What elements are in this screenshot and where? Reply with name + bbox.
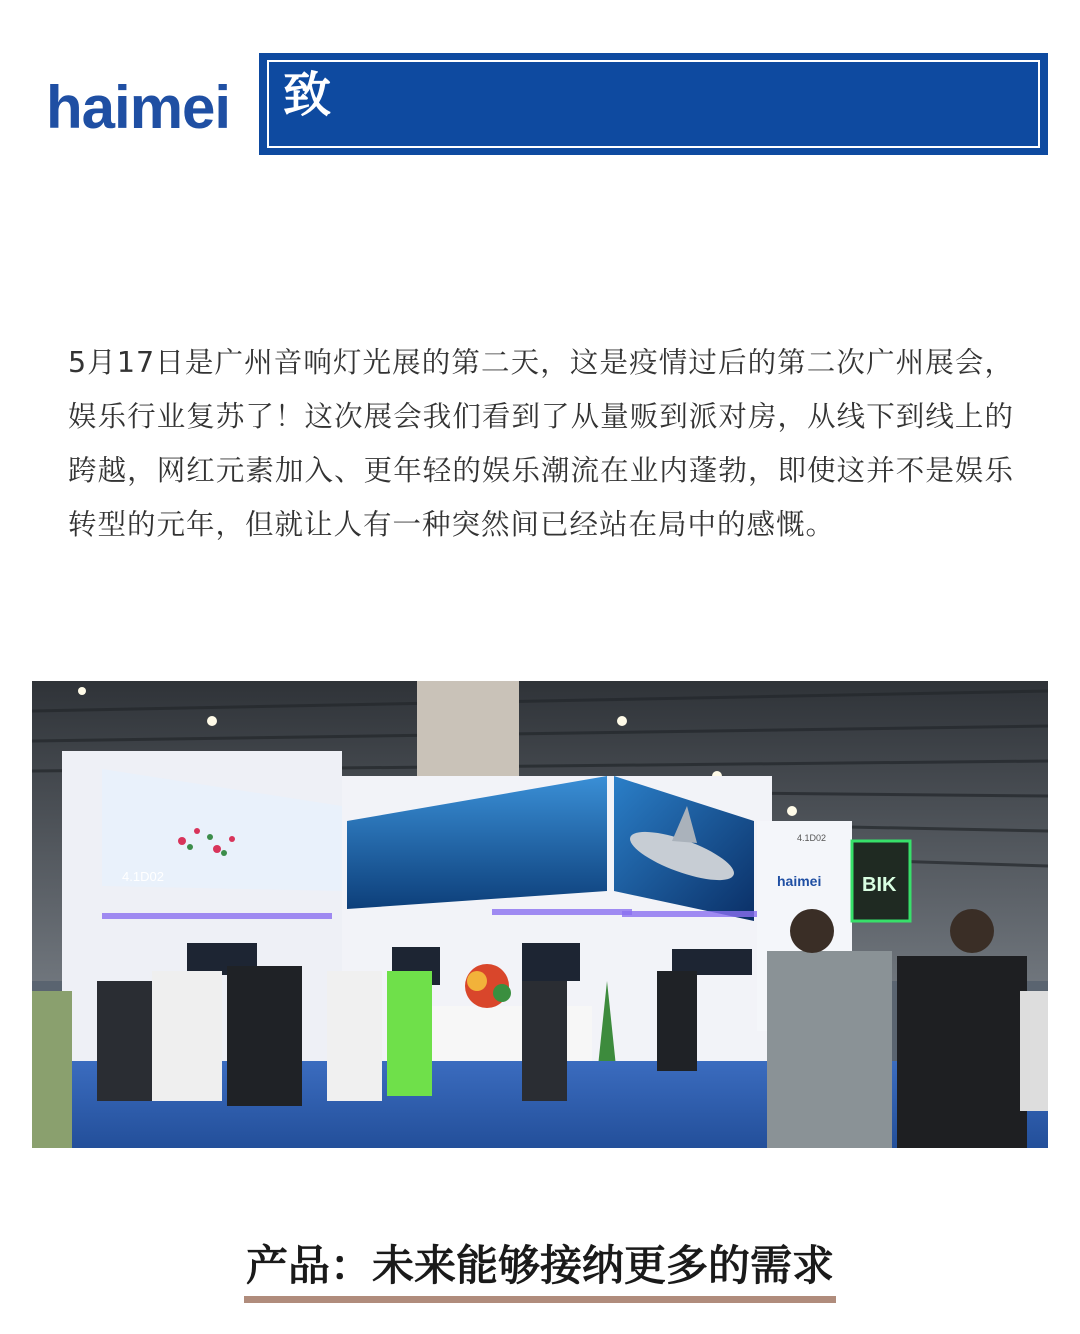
haimei-logo: haimei [46, 74, 231, 141]
section-heading-text: 产品：未来能够接纳更多的需求 [244, 1238, 836, 1303]
banner-frame [267, 60, 1040, 148]
section-heading [0, 1238, 1080, 1303]
article-paragraph: 5月17日是广州音响灯光展的第二天，这是疫情过后的第二次广州展会，娱乐行业复苏了！这次展会我们看到了从量贩到派对房，从线下到线上的跨越，网红元素加入、更年轻的娱乐潮流在业内蓬勃，即使这并不是娱乐转型的元年，但就让人有一种突然间已经站在局中的感慨。 [68, 346, 1014, 541]
exhibition-photo-illustration [32, 681, 1048, 1148]
header [0, 0, 1080, 160]
booth-number-right: 4.1D02 [797, 833, 827, 843]
purple-light-left [102, 913, 332, 919]
booth-logo: haimei [777, 873, 822, 889]
neighbor-sign-text: BIK [862, 874, 897, 896]
exhibition-photo [32, 681, 1048, 1148]
title-banner [259, 53, 1048, 155]
purple-light-center [492, 909, 632, 915]
banner-title: 致 [283, 67, 332, 123]
purple-light-right [622, 911, 762, 917]
booth-number-left: 4.1D02 [122, 869, 164, 884]
